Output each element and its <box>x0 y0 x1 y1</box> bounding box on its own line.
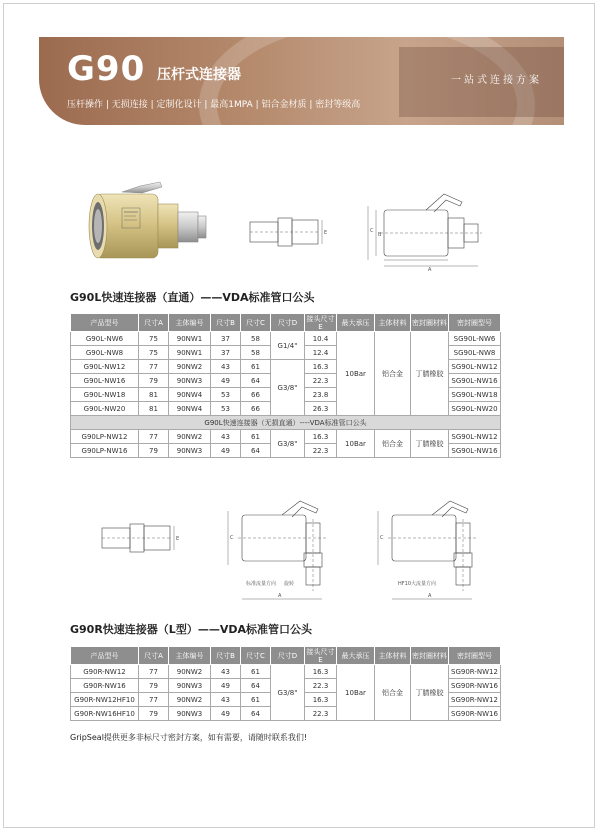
col-header: 尺寸A <box>139 647 169 665</box>
col-header: 尺寸D <box>271 314 305 332</box>
cell: G90R-NW16 <box>71 679 139 693</box>
cell: SG90L-NW6 <box>449 332 501 346</box>
cell: 16.3 <box>305 430 337 444</box>
cell: 49 <box>211 707 241 721</box>
col-header: 尺寸D <box>271 647 305 665</box>
cell: 58 <box>241 346 271 360</box>
col-header: 尺寸C <box>241 647 271 665</box>
cell: 90NW1 <box>169 332 211 346</box>
cell: 61 <box>241 360 271 374</box>
cell: 75 <box>139 346 169 360</box>
cell: G90R-NW12 <box>71 665 139 679</box>
cell-material: 铝合金 <box>375 430 411 458</box>
cell: 79 <box>139 374 169 388</box>
cell: 16.3 <box>305 360 337 374</box>
cell: 61 <box>241 693 271 707</box>
table-header-row <box>71 314 501 332</box>
cell: 12.4 <box>305 346 337 360</box>
cell: 16.3 <box>305 665 337 679</box>
g90l-product-image <box>82 178 212 273</box>
cell: 77 <box>139 693 169 707</box>
cell: SG90R-NW16 <box>449 707 501 721</box>
cell: 90NW2 <box>169 665 211 679</box>
cell: 61 <box>241 665 271 679</box>
cell: 23.8 <box>305 388 337 402</box>
cell: SG90L-NW16 <box>449 374 501 388</box>
cell: SG90R-NW16 <box>449 679 501 693</box>
dim-b-label: B <box>378 232 382 238</box>
dim-e-label: E <box>176 536 180 542</box>
col-header: 密封圈型号 <box>449 314 501 332</box>
cell: 75 <box>139 332 169 346</box>
col-header: 产品型号 <box>71 314 139 332</box>
cell: 90NW3 <box>169 679 211 693</box>
col-header: 主体材料 <box>375 647 411 665</box>
cell: 90NW3 <box>169 707 211 721</box>
subsection-title: G90L快速连接器（无损直通）----VDA标准管口公头 <box>71 416 501 430</box>
col-header: 最大承压 <box>337 314 375 332</box>
cell: 81 <box>139 402 169 416</box>
dim-c-label: C <box>370 228 374 234</box>
cell-material: 铝合金 <box>375 665 411 721</box>
rotate-label: 旋转 <box>284 581 295 587</box>
col-header: 接头尺寸E <box>306 314 335 331</box>
cell: 53 <box>211 402 241 416</box>
dim-e-label: E <box>324 230 328 236</box>
col-header: 主体编号 <box>169 647 211 665</box>
cell: 90NW2 <box>169 360 211 374</box>
cell: G90LP-NW12 <box>71 430 139 444</box>
cell: G90L-NW18 <box>71 388 139 402</box>
header-banner <box>39 37 564 125</box>
cell: 22.3 <box>305 444 337 458</box>
table-row <box>71 430 501 444</box>
cell: SG90L-NW12 <box>449 360 501 374</box>
male-nipple-drawing-2 <box>100 518 185 558</box>
cell: G90L-NW12 <box>71 360 139 374</box>
cell: 26.3 <box>305 402 337 416</box>
cell-pressure: 10Bar <box>337 430 375 458</box>
col-header: 尺寸B <box>211 647 241 665</box>
cell: 49 <box>211 374 241 388</box>
cell-seal-material: 丁腈橡胶 <box>411 665 449 721</box>
cell: SG90R-NW12 <box>449 693 501 707</box>
cell: SG90L-NW20 <box>449 402 501 416</box>
cell: 22.3 <box>305 679 337 693</box>
cell: 58 <box>241 332 271 346</box>
g90l-dimension-drawing <box>362 188 492 272</box>
col-header: 最大承压 <box>337 647 375 665</box>
col-header: 密封圈型号 <box>449 647 501 665</box>
cell: 79 <box>139 679 169 693</box>
cell: 90NW2 <box>169 430 211 444</box>
cell: 16.3 <box>305 693 337 707</box>
cell: G90R-NW16HF10 <box>71 707 139 721</box>
product-type-title: 压杆式连接器 <box>157 67 241 83</box>
cell: 77 <box>139 360 169 374</box>
cell: 22.3 <box>305 374 337 388</box>
cell: 64 <box>241 707 271 721</box>
slogan: 一站式连接方案 <box>451 75 542 86</box>
dim-a-label: A <box>428 593 432 599</box>
cell: 43 <box>211 360 241 374</box>
cell: SG90L-NW18 <box>449 388 501 402</box>
cell: 10.4 <box>305 332 337 346</box>
table-subheader-row <box>71 416 501 430</box>
cell: 81 <box>139 388 169 402</box>
male-nipple-drawing <box>248 212 333 252</box>
cell-seal-material: 丁腈橡胶 <box>411 332 449 416</box>
cell-seal-material: 丁腈橡胶 <box>411 430 449 458</box>
col-header: 尺寸A <box>139 314 169 332</box>
col-header: 尺寸B <box>211 314 241 332</box>
cell: 37 <box>211 332 241 346</box>
cell: 66 <box>241 388 271 402</box>
g90l-spec-table <box>70 313 501 458</box>
cell: 90NW4 <box>169 402 211 416</box>
cell: SG90R-NW12 <box>449 665 501 679</box>
cell: 66 <box>241 402 271 416</box>
cell: 79 <box>139 707 169 721</box>
cell: G90L-NW20 <box>71 402 139 416</box>
cell: 77 <box>139 665 169 679</box>
cell: 22.3 <box>305 707 337 721</box>
table-row <box>71 665 501 679</box>
cell: SG90L-NW12 <box>449 430 501 444</box>
feature-list: 压杆操作 | 无损连接 | 定制化设计 | 最高1MPA | 铝合金材质 | 密封等级高 <box>67 100 361 110</box>
dim-a-label: A <box>428 267 432 272</box>
hf10-flow-label: HF10大流量方向 <box>398 581 436 587</box>
cell: 49 <box>211 444 241 458</box>
table-header-row <box>71 647 501 665</box>
cell: SG90L-NW16 <box>449 444 501 458</box>
cell-size-d: G3/8" <box>271 360 305 416</box>
cell: 43 <box>211 430 241 444</box>
cell: G90L-NW6 <box>71 332 139 346</box>
cell: 79 <box>139 444 169 458</box>
cell: 64 <box>241 444 271 458</box>
cell: G90LP-NW16 <box>71 444 139 458</box>
cell: G90L-NW8 <box>71 346 139 360</box>
col-header: 密封圈材料 <box>411 647 449 665</box>
cell-material: 铝合金 <box>375 332 411 416</box>
col-header: 密封圈材料 <box>411 314 449 332</box>
cell: SG90L-NW8 <box>449 346 501 360</box>
col-header: 接头尺寸E <box>306 647 335 664</box>
cell: 37 <box>211 346 241 360</box>
cell: 53 <box>211 388 241 402</box>
cell: 64 <box>241 374 271 388</box>
cell-pressure: 10Bar <box>337 332 375 416</box>
table-row <box>71 332 501 346</box>
cell: 77 <box>139 430 169 444</box>
cell: 43 <box>211 693 241 707</box>
g90r-dimension-drawing <box>222 495 352 605</box>
cell-size-d: G1/4" <box>271 332 305 360</box>
flow-direction-label: 标准流量方向 <box>246 581 277 587</box>
cell: 61 <box>241 430 271 444</box>
col-header: 尺寸C <box>241 314 271 332</box>
dim-a-label: A <box>278 593 282 599</box>
footnote: GripSeal提供更多非标尺寸密封方案，如有需要，请随时联系我们! <box>70 733 308 742</box>
g90r-spec-table <box>70 646 501 721</box>
cell: 90NW1 <box>169 346 211 360</box>
g90r-hf10-dimension-drawing <box>372 495 502 605</box>
col-header: 产品型号 <box>71 647 139 665</box>
cell: 90NW3 <box>169 444 211 458</box>
cell: 90NW3 <box>169 374 211 388</box>
dim-c-label: C <box>380 535 384 541</box>
product-model-title: G90 <box>67 49 146 89</box>
cell-size-d: G3/8" <box>271 665 305 721</box>
cell: 43 <box>211 665 241 679</box>
cell-pressure: 10Bar <box>337 665 375 721</box>
cell: G90R-NW12HF10 <box>71 693 139 707</box>
dim-c-label: C <box>230 535 234 541</box>
col-header: 主体编号 <box>169 314 211 332</box>
cell: G90L-NW16 <box>71 374 139 388</box>
section2-title: G90R快速连接器（L型）——VDA标准管口公头 <box>70 623 312 636</box>
cell-size-d: G3/8" <box>271 430 305 458</box>
cell: 49 <box>211 679 241 693</box>
section1-title: G90L快速连接器（直通）——VDA标准管口公头 <box>70 291 315 304</box>
cell: 90NW4 <box>169 388 211 402</box>
cell: 90NW2 <box>169 693 211 707</box>
col-header: 主体材料 <box>375 314 411 332</box>
cell: 64 <box>241 679 271 693</box>
